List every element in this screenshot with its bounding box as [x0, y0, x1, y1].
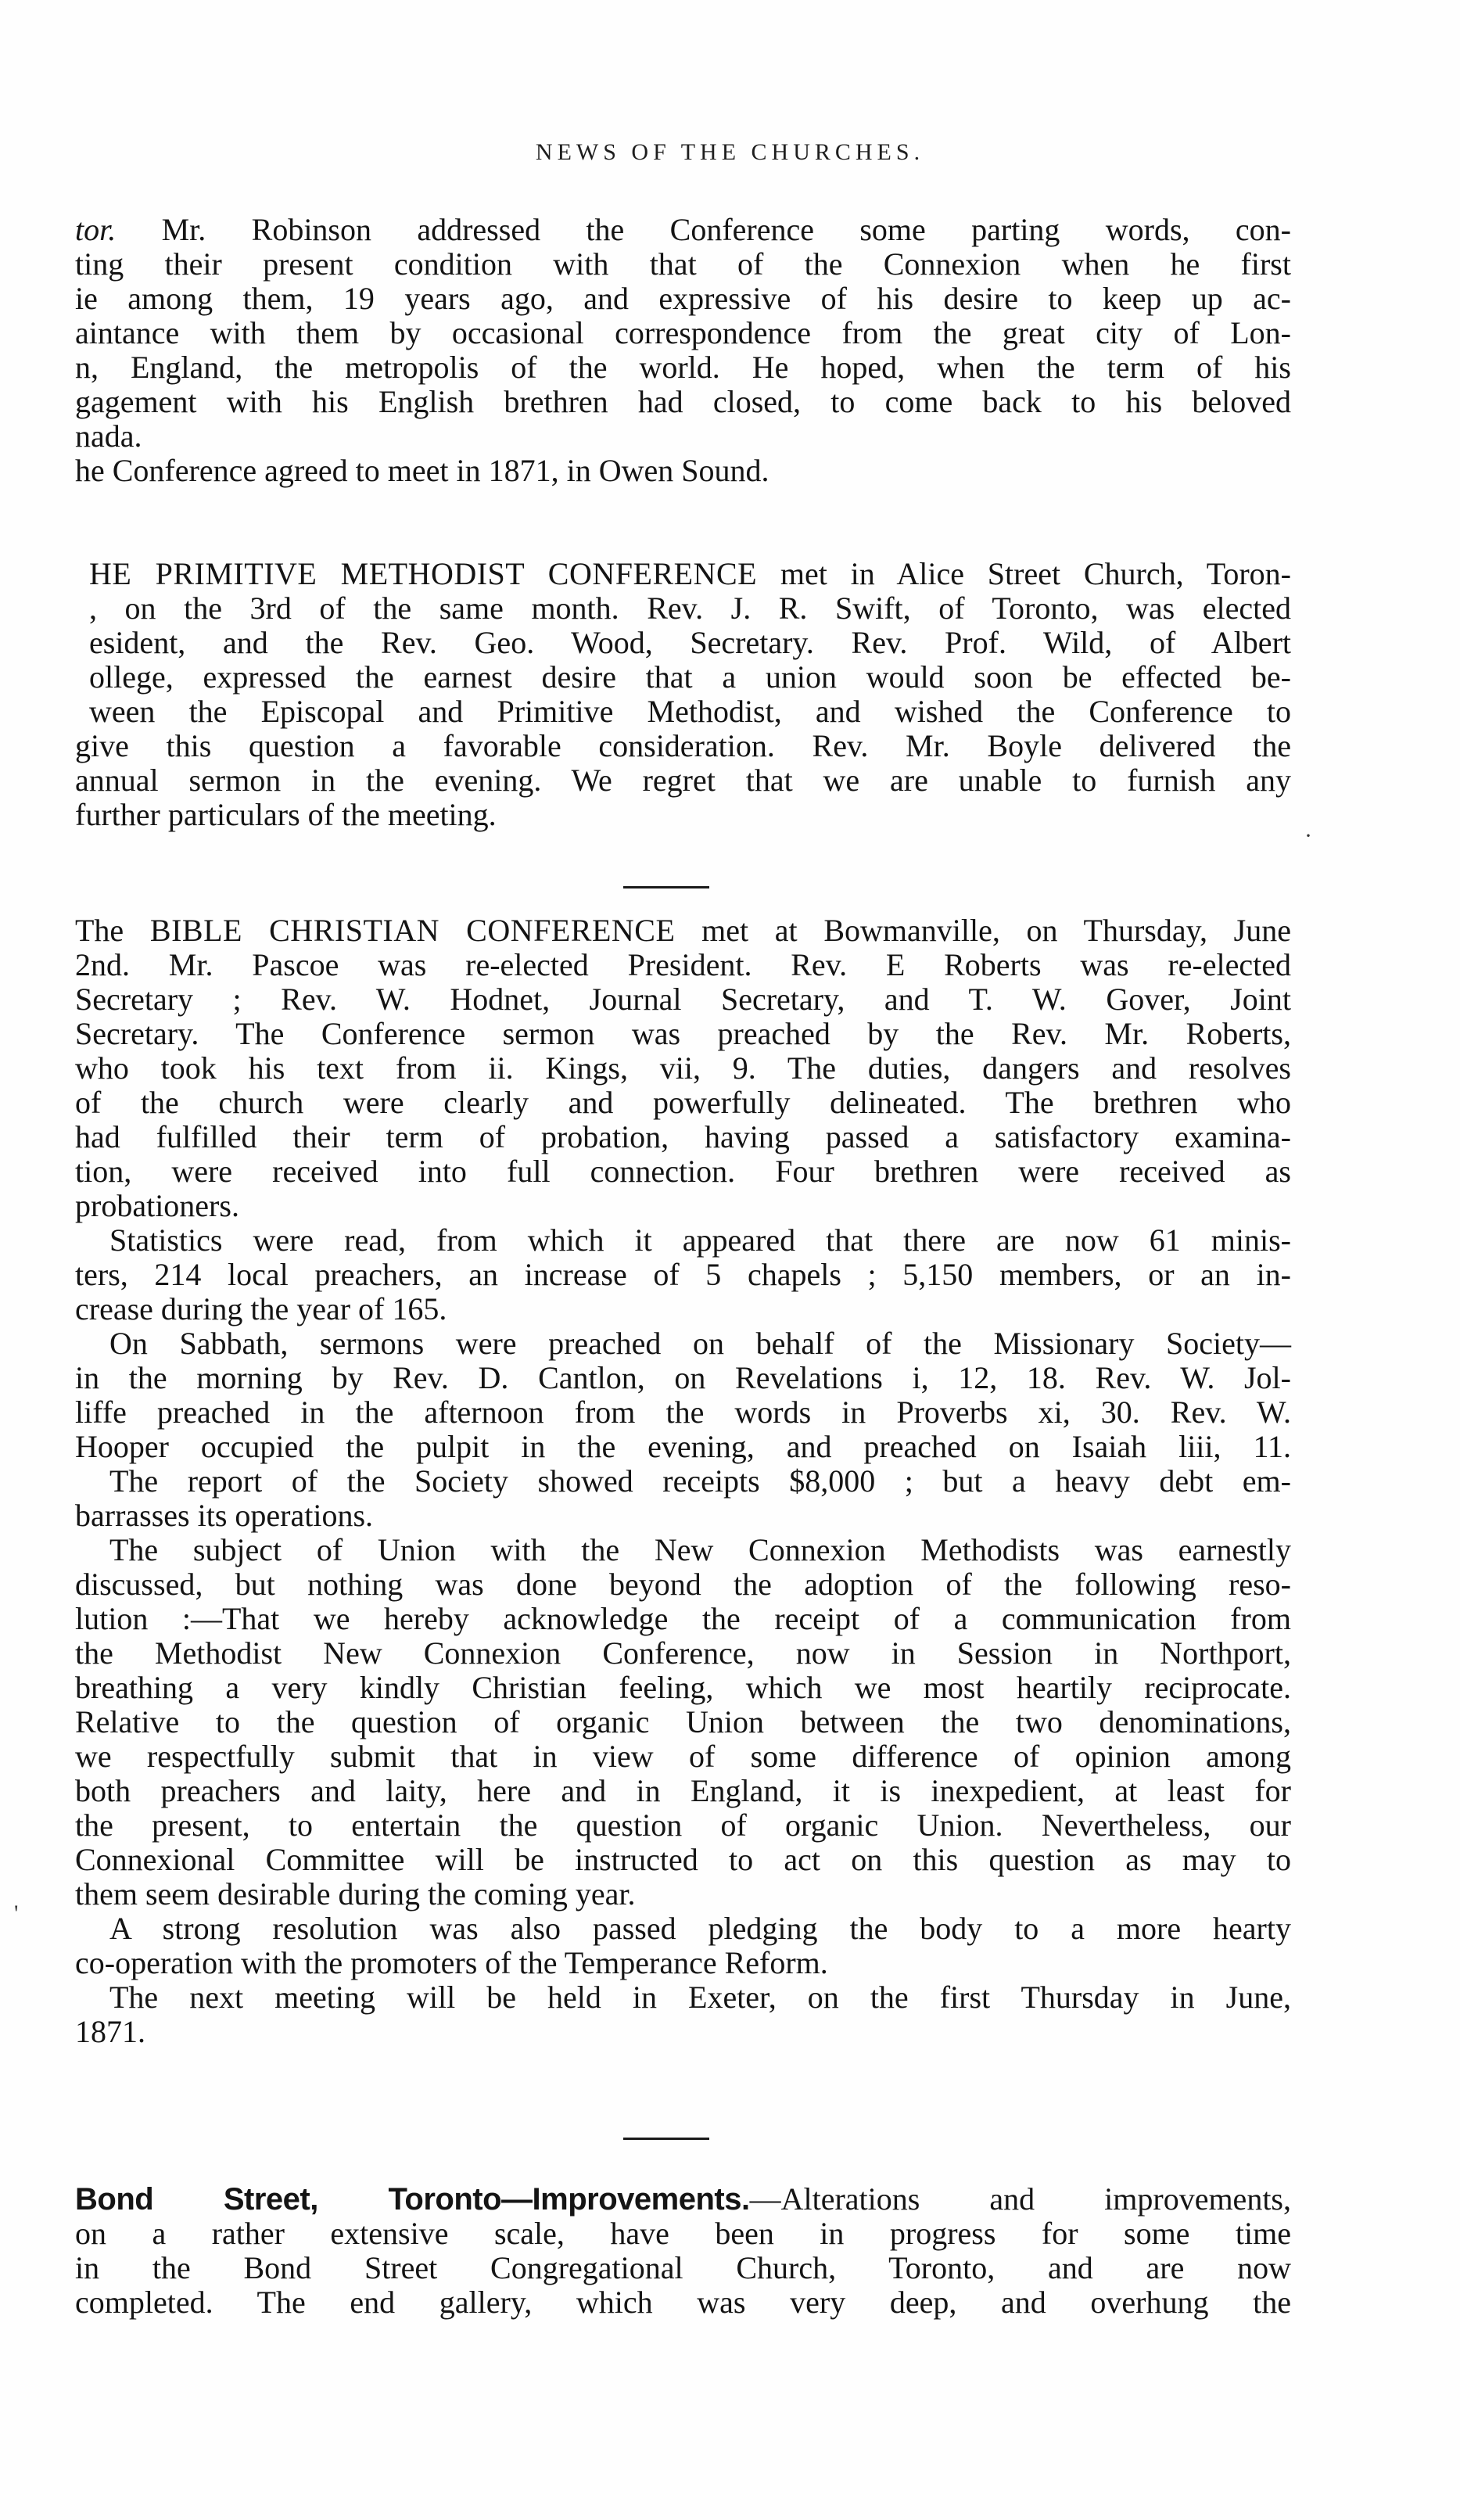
text-line: of the church were clearly and powerfully delineated. The brethren who — [75, 1085, 1291, 1120]
text-line — [75, 2182, 1291, 2217]
text-line: further particulars of the meeting. — [75, 797, 497, 832]
running-head: NEWS OF THE CHURCHES. — [535, 139, 925, 165]
text-line: ting their present condition with that of the Connexion when he first — [75, 246, 1291, 282]
robinson-paragraph — [75, 213, 1291, 488]
text-line: them seem desirable during the coming year. — [75, 1876, 636, 1912]
text-line: had fulfilled their term of probation, having passed a satisfactory examina- — [75, 1119, 1291, 1154]
text-line: On Sabbath, sermons were preached on behalf of the Missionary Society— — [109, 1326, 1291, 1361]
text-line-tail: met in Alice Street Church, Toron- — [757, 556, 1291, 591]
text-line: co-operation with the promoters of the Temperance Reform. — [75, 1945, 828, 1980]
print-speck: · — [1304, 823, 1312, 849]
text-line: The report of the Society showed receipts $8,000 ; but a heavy debt em- — [109, 1463, 1291, 1499]
conference-name: BIBLE CHRISTIAN CONFERENCE — [149, 913, 676, 948]
text-line: probationers. — [75, 1188, 239, 1223]
text-line: annual sermon in the evening. We regret that we are unable to furnish any — [75, 763, 1291, 798]
text-line: breathing a very kindly Christian feeling, which we most heartily reciprocate. — [75, 1670, 1291, 1705]
text-line: tor. Mr. Robinson addressed the Conference some parting words, con- — [75, 212, 1291, 247]
bond-street-paragraph — [75, 2182, 1291, 2320]
text-line: lution :—That we hereby acknowledge the receipt of a communication from — [75, 1601, 1291, 1636]
text-line: both preachers and laity, here and in England, it is inexpedient, at least for — [75, 1773, 1291, 1808]
text-line: the Methodist New Connexion Conference, now in Session in Northport, — [75, 1635, 1291, 1671]
text-line: gagement with his English brethren had closed, to come back to his beloved — [75, 384, 1291, 419]
text-line: 2nd. Mr. Pascoe was re-elected President. Rev. E Roberts was re-elected — [75, 947, 1291, 982]
text-line: liffe preached in the afternoon from the words in Proverbs xi, 30. Rev. W. — [75, 1395, 1291, 1430]
text-line: nada. — [75, 418, 142, 454]
text-line: Hooper occupied the pulpit in the evening, and preached on Isaiah liii, 11. — [75, 1429, 1291, 1464]
text-line: ie among them, 19 years ago, and expressive of his desire to keep up ac- — [75, 281, 1291, 316]
text-line: Secretary. The Conference sermon was preached by the Rev. Mr. Roberts, — [75, 1016, 1291, 1051]
text-line: discussed, but nothing was done beyond the adoption of the following reso- — [75, 1567, 1291, 1602]
text-line: in the morning by Rev. D. Cantlon, on Revelations i, 12, 18. Rev. W. Jol- — [75, 1360, 1291, 1395]
primitive-methodist-paragraph — [75, 557, 1291, 832]
text-line: tion, were received into full connection. Four brethren were received as — [75, 1154, 1291, 1189]
bible-christian-paragraph — [75, 914, 1291, 2049]
text-line: completed. The end gallery, which was very deep, and overhung the — [75, 2285, 1291, 2320]
text-line: The subject of Union with the New Connexion Methodists was earnestly — [109, 1532, 1291, 1567]
text-line: on a rather extensive scale, have been in progress for some time — [75, 2216, 1291, 2251]
text-line: esident, and the Rev. Geo. Wood, Secretary. Rev. Prof. Wild, of Albert — [89, 625, 1291, 660]
text-line: Secretary ; Rev. W. Hodnet, Journal Secretary, and T. W. Gover, Joint — [75, 982, 1291, 1017]
text-line: the present, to entertain the question of organic Union. Nevertheless, our — [75, 1807, 1291, 1843]
text-line: give this question a favorable consideration. Rev. Mr. Boyle delivered the — [75, 728, 1291, 763]
text-line: Connexional Committee will be instructed to act on this question as may to — [75, 1842, 1291, 1877]
text-line: he Conference agreed to meet in 1871, in Owen Sound. — [75, 453, 769, 488]
text-line: in the Bond Street Congregational Church, Toronto, and are now — [75, 2250, 1291, 2285]
lead-in: The — [75, 913, 150, 948]
text-line — [75, 557, 1291, 591]
text-line: Relative to the question of organic Union between the two denominations, — [75, 1704, 1291, 1739]
text-line: we respectfully submit that in view of some difference of opinion among — [75, 1739, 1291, 1774]
text-line: Statistics were read, from which it appeared that there are now 61 minis- — [109, 1222, 1291, 1258]
text-line-tail: met at Bowmanville, on Thursday, June — [675, 913, 1292, 948]
text-line: The next meeting will be held in Exeter, on the first Thursday in June, — [109, 1980, 1291, 2015]
section-heading: Bond Street, Toronto—Improvements. — [75, 2182, 750, 2217]
text-line: aintance with them by occasional correspondence from the great city of Lon- — [75, 315, 1291, 350]
text-line: barrasses its operations. — [75, 1498, 374, 1533]
text-line: A strong resolution was also passed pledging the body to a more hearty — [109, 1911, 1291, 1946]
text-line — [75, 914, 1291, 948]
section-divider — [623, 2138, 709, 2140]
text-line: ollege, expressed the earnest desire that a union would soon be effected be- — [89, 659, 1291, 695]
print-speck: ' — [14, 1901, 19, 1926]
text-line: ters, 214 local preachers, an increase of 5 chapels ; 5,150 members, or an in- — [75, 1257, 1291, 1292]
text-line: crease during the year of 165. — [75, 1291, 447, 1326]
text-line: who took his text from ii. Kings, vii, 9. The duties, dangers and resolves — [75, 1050, 1291, 1086]
text-line: 1871. — [75, 2014, 145, 2049]
section-divider — [623, 886, 709, 888]
text-line-tail: —Alterations and improvements, — [749, 2181, 1291, 2217]
text-line: n, England, the metropolis of the world. He hoped, when the term of his — [75, 350, 1291, 385]
text-line-tail: Mr. Robinson addressed the Conference some parting words, con- — [116, 212, 1291, 247]
text-line: , on the 3rd of the same month. Rev. J. R. Swift, of Toronto, was elected — [89, 591, 1291, 626]
conference-name: HE PRIMITIVE METHODIST CONFERENCE — [89, 556, 758, 591]
text-line: ween the Episcopal and Primitive Methodist, and wished the Conference to — [89, 694, 1291, 729]
